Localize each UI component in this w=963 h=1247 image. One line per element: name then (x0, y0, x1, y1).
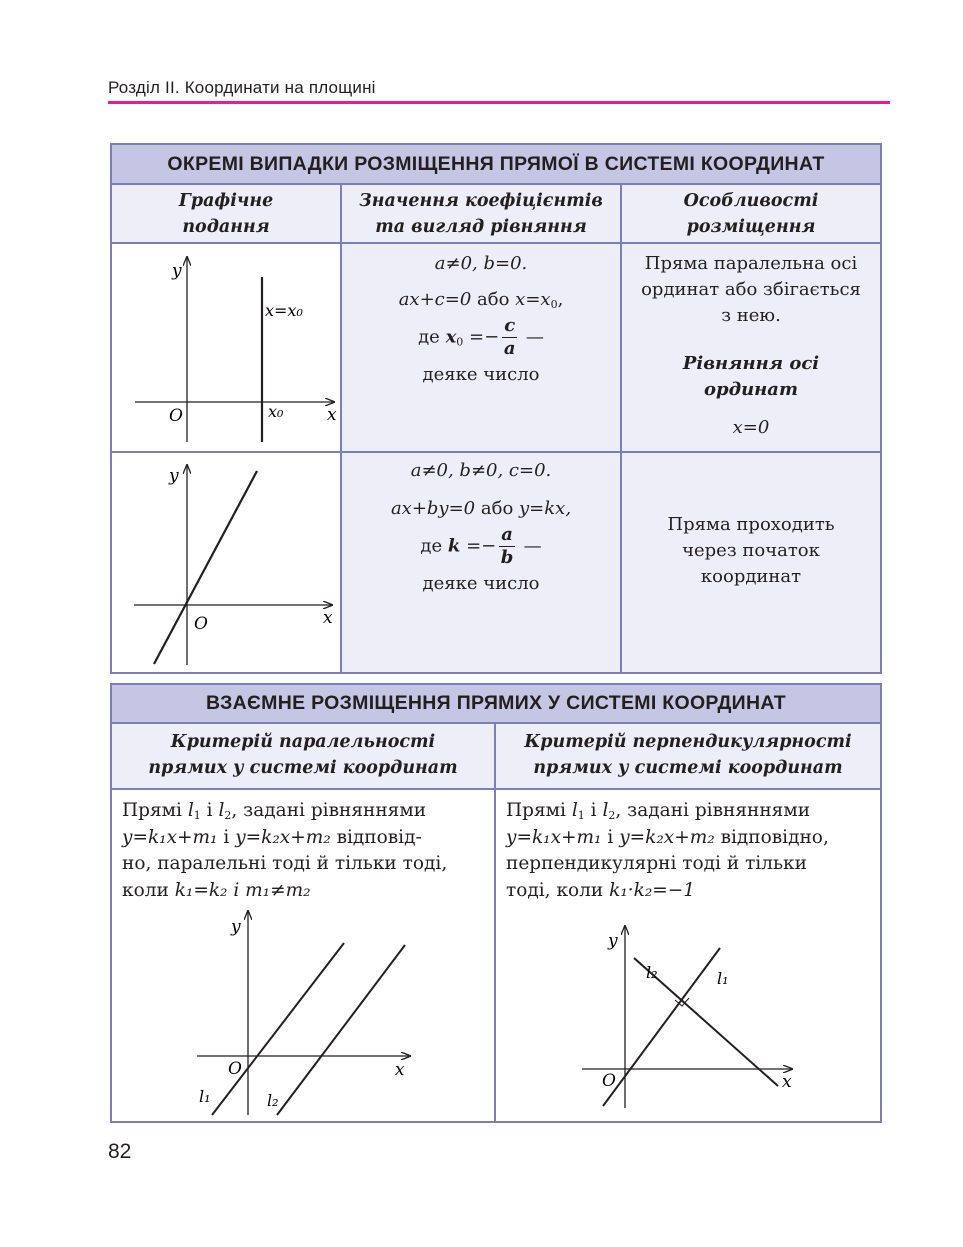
y-axis-label: y (169, 466, 179, 486)
l2-label: l₂ (267, 1091, 279, 1110)
feature-line: координат (700, 566, 802, 587)
header-line: прямих у системі координат (148, 758, 458, 778)
text: і (607, 826, 614, 848)
condition: a≠0, b≠0, c=0. (410, 460, 552, 481)
subscript: 0 (456, 335, 464, 349)
equals-minus: =− (466, 535, 497, 557)
l1-symbol: l (571, 800, 578, 821)
fraction-a-over-b (499, 524, 515, 569)
text: і (206, 800, 213, 821)
fraction-c-over-a (502, 315, 517, 360)
x-axis-label: x (327, 405, 337, 425)
header-rule (108, 101, 890, 104)
graph-vertical-line (112, 244, 340, 451)
subscript: 1 (193, 809, 201, 822)
fraction-denominator: b (500, 547, 514, 568)
subscript: 2 (224, 809, 232, 822)
x-axis-label: x (395, 1060, 405, 1080)
text: Прямі (506, 800, 566, 821)
line-l1 (603, 948, 720, 1106)
some-number: деяке число (422, 364, 540, 385)
table-special-cases (110, 143, 882, 674)
table-title: ВЗАЄМНЕ РОЗМІЩЕННЯ ПРЯМИХ У СИСТЕМІ КООРДИНАТ (112, 685, 880, 724)
header-line: Критерій паралельності (170, 732, 436, 752)
parallel-condition: k₁=k₂ і m₁≠m₂ (174, 879, 311, 901)
header-line: розміщення (686, 217, 816, 237)
page-number: 82 (108, 1140, 132, 1163)
feature-line: ординат або збігається (641, 279, 861, 300)
perpendicular-cell (496, 790, 880, 1121)
x-axis-label: x (323, 608, 333, 628)
subscript: 1 (577, 809, 585, 822)
line-label: x=x₀ (265, 301, 303, 320)
text: но, паралельні тоді й тільки тоді, (122, 853, 448, 874)
condition: a≠0, b=0. (434, 253, 528, 274)
col-header-graph (112, 188, 340, 240)
feature-line: з нею. (721, 305, 781, 326)
equals-minus: =− (469, 326, 500, 348)
parallel-graph (112, 790, 494, 1121)
origin-label: O (228, 1059, 242, 1079)
header-line: Значення коефіцієнтів (359, 191, 603, 211)
text: перпендикулярні тоді й тільки (506, 853, 807, 874)
col-header-coefficients (342, 188, 620, 240)
features-row1 (622, 251, 880, 441)
header-line: прямих у системі координат (533, 758, 843, 778)
l1-symbol: l (187, 800, 194, 821)
text: коли (122, 879, 169, 901)
y-axis-label: y (231, 917, 241, 937)
where-word: де (420, 535, 443, 557)
equation-general: ax+by=0 (390, 498, 476, 519)
text: тоді, коли (506, 879, 604, 901)
line-l2 (277, 945, 405, 1115)
table-mutual-position (110, 683, 882, 1123)
features-row2 (622, 512, 880, 590)
col-header-perpendicular (496, 729, 880, 781)
x0-symbol: x (445, 326, 457, 348)
equation-1: y=k₁x+m₁ (122, 826, 218, 848)
equation-name: ординат (703, 379, 799, 400)
subscript: 2 (608, 809, 616, 822)
line-y-equals-kx (154, 471, 257, 664)
parallel-cell (112, 790, 494, 1121)
header-line: подання (182, 217, 270, 237)
text: , задані рівняннями (615, 800, 811, 821)
equation-special: y=kx, (519, 498, 572, 519)
text: Прямі (122, 800, 182, 821)
header-line: Особливості (683, 191, 819, 211)
axis-equation: x=0 (732, 417, 770, 438)
or-word: або (480, 498, 514, 519)
header-line: Графічне (178, 191, 274, 211)
origin-label: O (169, 406, 183, 426)
feature-line: Пряма проходить (667, 514, 835, 535)
text: і (223, 826, 230, 848)
equation-2: y=k₂x+m₂ (235, 826, 331, 848)
graph-line-through-origin (112, 453, 340, 672)
col-header-features (622, 188, 880, 240)
y-axis-label: y (608, 931, 618, 951)
fraction-numerator: a (501, 524, 513, 545)
col-header-parallel (112, 729, 494, 781)
l2-symbol: l (218, 800, 225, 821)
perpendicular-graph (496, 790, 880, 1121)
dash: — (525, 326, 544, 348)
k-symbol: k (447, 535, 461, 557)
l1-label: l₁ (199, 1087, 211, 1106)
tick-label: x₀ (268, 402, 284, 421)
line-l1 (212, 943, 344, 1115)
table-title: ОКРЕМІ ВИПАДКИ РОЗМІЩЕННЯ ПРЯМОЇ В СИСТЕМІ КООРДИНАТ (112, 145, 880, 185)
feature-line: через початок (682, 540, 820, 561)
l1-label: l₁ (717, 969, 729, 988)
perpendicular-condition: k₁·k₂=−1 (609, 879, 696, 901)
subscript: 0 (550, 298, 558, 311)
fraction-denominator: a (503, 338, 516, 359)
dash: — (523, 535, 542, 557)
header-line: та вигляд рівняння (375, 217, 587, 237)
text: , задані рівняннями (231, 800, 427, 821)
equation-special: x=x (515, 289, 551, 310)
equation-2: y=k₂x+m₂ (619, 826, 715, 848)
text: відповід- (336, 826, 422, 848)
equation-general: ax+c=0 (398, 289, 472, 310)
text: відповідно, (720, 826, 829, 848)
y-axis-label: y (172, 261, 182, 281)
coefficients-row1: a≠0, b=0. ax+c=0 або $x=x_0$, де $x_0$ =− $\frac{c}{a}$ — деяке число (342, 251, 620, 388)
origin-label: O (602, 1071, 616, 1091)
header-line: Критерій перпендикулярності (524, 732, 852, 752)
equation-1: y=k₁x+m₁ (506, 826, 602, 848)
feature-line: Пряма паралельна осі (644, 253, 858, 274)
l2-label: l₂ (646, 963, 658, 982)
or-word: або (477, 289, 510, 310)
fraction-numerator: c (504, 315, 516, 336)
l2-symbol: l (602, 800, 609, 821)
equation-name: Рівняння осі (682, 353, 820, 374)
text: і (590, 800, 597, 821)
where-word: де (418, 326, 440, 348)
some-number: деяке число (422, 573, 540, 594)
running-head: Розділ ІІ. Координати на площині (108, 78, 376, 97)
x-axis-label: x (782, 1072, 792, 1092)
origin-label: O (194, 614, 208, 634)
coefficients-row2 (342, 458, 620, 597)
